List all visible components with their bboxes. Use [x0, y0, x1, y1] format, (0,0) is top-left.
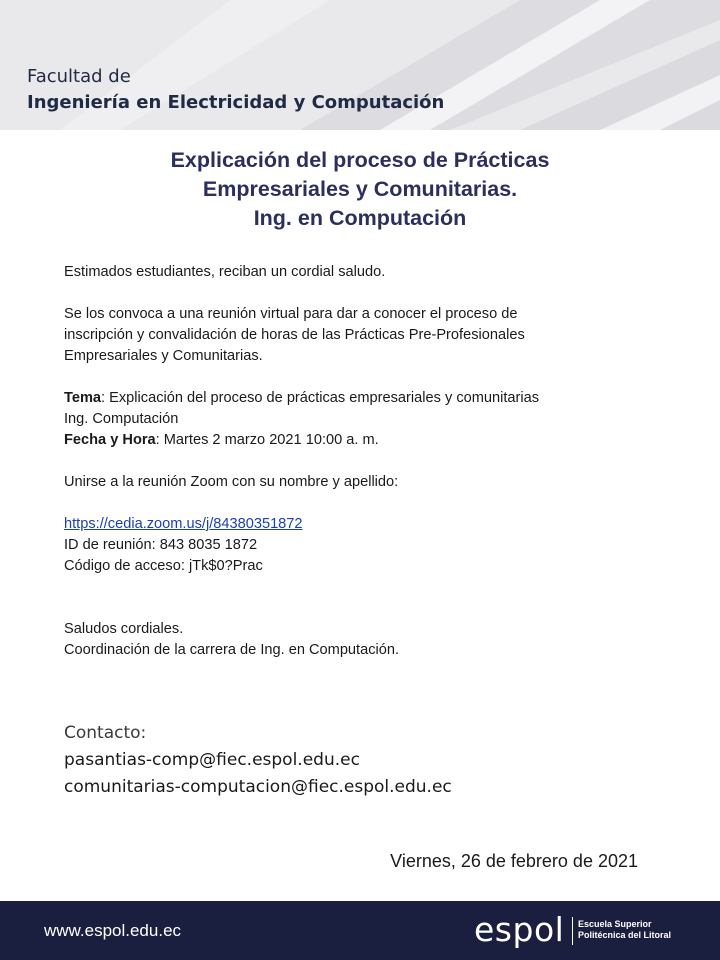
header-banner	[0, 0, 720, 130]
meeting-id: ID de reunión: 843 8035 1872	[64, 537, 258, 553]
zoom-details	[64, 514, 640, 577]
topic-label: Tema	[64, 390, 102, 406]
logo-tagline	[578, 919, 671, 941]
faculty-name	[27, 64, 444, 116]
faculty-line2: Ingeniería en Electricidad y Computación	[27, 92, 445, 113]
greeting: Estimados estudiantes, reciban un cordial saludo.	[64, 264, 386, 280]
title-line2: Empresariales y Comunitarias.	[202, 177, 518, 201]
invitation-line2: inscripción y convalidación de horas de las Prácticas Pre-Profesionales	[64, 327, 525, 343]
contact-email-community[interactable]: comunitarias-computacion@fiec.espol.edu.ec	[64, 777, 452, 797]
title-line1: Explicación del proceso de Prácticas	[170, 148, 550, 172]
topic-line1	[64, 388, 640, 409]
website-url[interactable]: www.espol.edu.ec	[44, 921, 182, 940]
logo-divider	[572, 917, 573, 945]
announcement-body	[64, 262, 640, 682]
footer-bar	[0, 901, 720, 960]
logo-wordmark: espol	[474, 910, 565, 949]
zoom-link[interactable]: https://cedia.zoom.us/j/84380351872	[64, 516, 303, 532]
contact-block	[64, 720, 452, 801]
page-title	[0, 146, 720, 233]
announcement-date: Viernes, 26 de febrero de 2021	[390, 851, 638, 871]
faculty-line1: Facultad de	[27, 66, 131, 87]
join-instructions: Unirse a la reunión Zoom con su nombre y apellido:	[64, 474, 399, 490]
contact-label: Contacto:	[64, 723, 147, 743]
datetime-label: Fecha y Hora	[64, 432, 156, 448]
espol-logo	[474, 911, 704, 951]
title-line3: Ing. en Computación	[253, 206, 467, 230]
contact-email-internships[interactable]: pasantias-comp@fiec.espol.edu.ec	[64, 750, 360, 770]
topic-text: : Explicación del proceso de prácticas empresariales y comunitarias	[101, 390, 540, 406]
meeting-details	[64, 388, 640, 451]
logo-tagline-line1: Escuela Superior	[578, 919, 652, 929]
logo-tagline-line2: Politécnica del Litoral	[578, 930, 672, 940]
datetime-line	[64, 430, 640, 451]
topic-line2: Ing. Computación	[64, 411, 179, 427]
datetime-text: : Martes 2 marzo 2021 10:00 a. m.	[155, 432, 379, 448]
invitation-paragraph	[64, 304, 640, 367]
signature: Coordinación de la carrera de Ing. en Computación.	[64, 642, 400, 658]
closing-block	[64, 619, 640, 661]
invitation-line1: Se los convoca a una reunión virtual para dar a conocer el proceso de	[64, 306, 518, 322]
closing-greeting: Saludos cordiales.	[64, 621, 184, 637]
passcode: Código de acceso: jTk$0?Prac	[64, 558, 263, 574]
invitation-line3: Empresariales y Comunitarias.	[64, 348, 263, 364]
